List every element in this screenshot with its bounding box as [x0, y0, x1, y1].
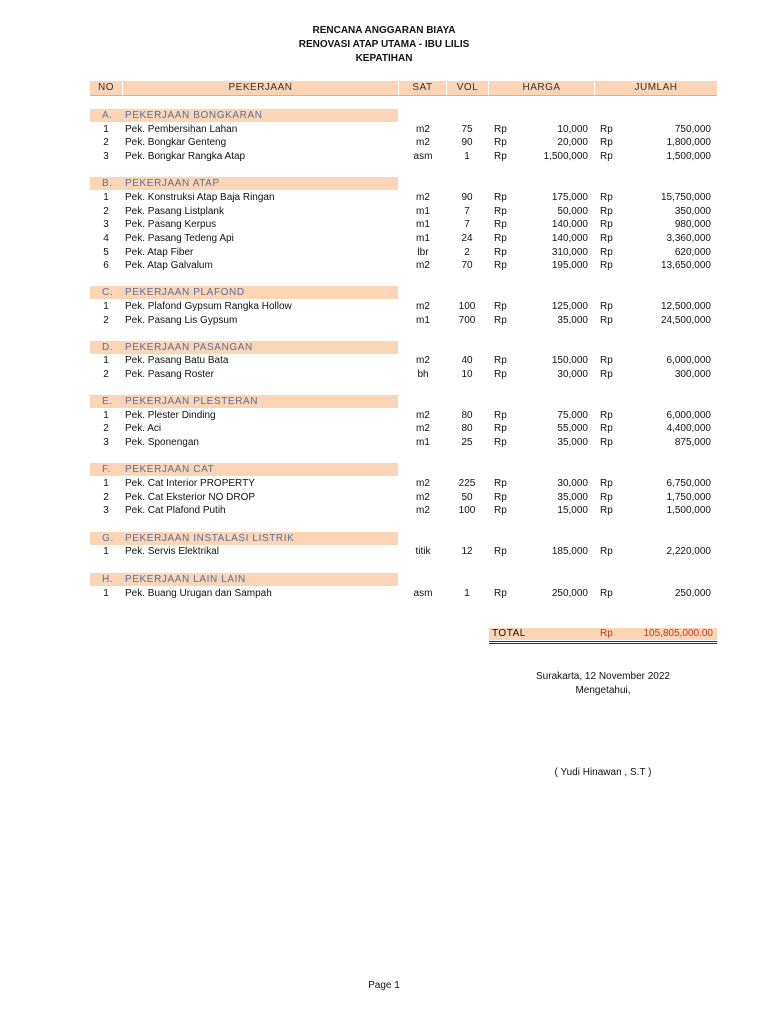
row-vol: 40 — [461, 355, 473, 366]
row-harga: 125,000 — [551, 301, 588, 312]
row-harga: 35,000 — [557, 437, 588, 448]
row-vol: 225 — [458, 478, 476, 489]
row-pekerjaan: Pek. Pasang Lis Gypsum — [125, 315, 238, 326]
row-pekerjaan: Pek. Cat Plafond Putih — [125, 505, 226, 516]
row-currency-harga: Rp — [494, 492, 507, 503]
row-sat: m2 — [416, 355, 430, 366]
row-no: 3 — [103, 505, 109, 516]
row-sat: m2 — [416, 423, 430, 434]
row-no: 1 — [103, 301, 109, 312]
row-currency-jumlah: Rp — [600, 546, 613, 557]
row-vol: 1 — [464, 151, 470, 162]
row-no: 2 — [103, 206, 109, 217]
section-name: PEKERJAAN INSTALASI LISTRIK — [125, 533, 295, 544]
section-letter: E. — [102, 396, 113, 407]
row-harga: 150,000 — [551, 355, 588, 366]
row-vol: 90 — [461, 192, 473, 203]
row-sat: m1 — [416, 206, 430, 217]
row-pekerjaan: Pek. Sponengan — [125, 437, 199, 448]
row-currency-harga: Rp — [494, 410, 507, 421]
row-sat: m1 — [416, 219, 430, 230]
doc-title-line1: RENCANA ANGGARAN BIAYA — [312, 25, 456, 36]
row-currency-harga: Rp — [494, 478, 507, 489]
row-no: 3 — [103, 437, 109, 448]
table-row — [0, 314, 768, 327]
row-harga: 75,000 — [557, 410, 588, 421]
table-row — [0, 504, 768, 517]
row-currency-harga: Rp — [494, 124, 507, 135]
section-name: PEKERJAAN PASANGAN — [125, 342, 253, 353]
row-no: 1 — [103, 124, 109, 135]
row-harga: 30,000 — [557, 369, 588, 380]
row-pekerjaan: Pek. Konstruksi Atap Baja Ringan — [125, 192, 275, 203]
row-jumlah: 875,000 — [674, 437, 711, 448]
row-pekerjaan: Pek. Cat Eksterior NO DROP — [125, 492, 256, 503]
row-currency-jumlah: Rp — [600, 423, 613, 434]
row-harga: 195,000 — [551, 260, 588, 271]
table-row — [0, 587, 768, 600]
section-header — [90, 109, 398, 122]
row-pekerjaan: Pek. Bongkar Genteng — [125, 137, 227, 148]
total-value: 105,805,000.00 — [643, 628, 713, 639]
row-currency-jumlah: Rp — [600, 247, 613, 258]
row-no: 1 — [103, 546, 109, 557]
row-currency-harga: Rp — [494, 369, 507, 380]
doc-title-line2: RENOVASI ATAP UTAMA - IBU LILIS — [298, 39, 470, 50]
row-sat: m2 — [416, 505, 430, 516]
row-harga: 175,000 — [551, 192, 588, 203]
header-pekerjaan: PEKERJAAN — [123, 81, 399, 96]
row-jumlah: 6,750,000 — [666, 478, 711, 489]
row-vol: 80 — [461, 423, 473, 434]
row-harga: 55,000 — [557, 423, 588, 434]
table-row — [0, 409, 768, 422]
row-no: 5 — [103, 247, 109, 258]
row-no: 1 — [103, 588, 109, 599]
row-currency-jumlah: Rp — [600, 355, 613, 366]
row-pekerjaan: Pek. Aci — [125, 423, 162, 434]
row-pekerjaan: Pek. Cat Interior PROPERTY — [125, 478, 255, 489]
row-no: 3 — [103, 151, 109, 162]
row-pekerjaan: Pek. Pembersihan Lahan — [125, 124, 238, 135]
row-currency-harga: Rp — [494, 315, 507, 326]
row-pekerjaan: Pek. Plester Dinding — [125, 410, 216, 421]
row-currency-harga: Rp — [494, 437, 507, 448]
row-jumlah: 1,750,000 — [666, 492, 711, 503]
signer-name: ( Yudi Hinawan , S.T ) — [554, 767, 652, 778]
section-letter: B. — [102, 178, 113, 189]
section-header — [90, 395, 398, 408]
table-row — [0, 218, 768, 231]
row-sat: m1 — [416, 315, 430, 326]
row-currency-harga: Rp — [494, 301, 507, 312]
row-harga: 35,000 — [557, 315, 588, 326]
row-no: 2 — [103, 315, 109, 326]
row-currency-jumlah: Rp — [600, 192, 613, 203]
row-sat: m1 — [416, 233, 430, 244]
row-sat: m2 — [416, 410, 430, 421]
section-header — [90, 286, 398, 299]
row-pekerjaan: Pek. Atap Galvalum — [125, 260, 213, 271]
row-harga: 10,000 — [557, 124, 588, 135]
table-row — [0, 422, 768, 435]
section-name: PEKERJAAN PLAFOND — [125, 287, 245, 298]
table-row — [0, 232, 768, 245]
row-no: 1 — [103, 410, 109, 421]
row-jumlah: 2,220,000 — [666, 546, 711, 557]
row-vol: 1 — [464, 588, 470, 599]
row-harga: 35,000 — [557, 492, 588, 503]
row-jumlah: 620,000 — [674, 247, 711, 258]
row-pekerjaan: Pek. Pasang Tedeng Api — [125, 233, 234, 244]
row-jumlah: 250,000 — [674, 588, 711, 599]
row-pekerjaan: Pek. Pasang Batu Bata — [125, 355, 229, 366]
row-sat: m2 — [416, 192, 430, 203]
row-no: 2 — [103, 369, 109, 380]
row-pekerjaan: Pek. Atap Fiber — [125, 247, 194, 258]
section-letter: G. — [102, 533, 114, 544]
row-jumlah: 1,500,000 — [666, 505, 711, 516]
section-letter: D. — [102, 342, 114, 353]
row-pekerjaan: Pek. Servis Elektrikal — [125, 546, 219, 557]
section-header — [90, 532, 398, 545]
row-sat: m2 — [416, 260, 430, 271]
row-jumlah: 13,650,000 — [660, 260, 711, 271]
row-no: 3 — [103, 219, 109, 230]
row-vol: 2 — [464, 247, 470, 258]
row-sat: bh — [417, 369, 429, 380]
header-vol: VOL — [447, 81, 489, 96]
row-currency-jumlah: Rp — [600, 369, 613, 380]
row-no: 1 — [103, 355, 109, 366]
row-vol: 90 — [461, 137, 473, 148]
row-currency-jumlah: Rp — [600, 410, 613, 421]
row-jumlah: 300,000 — [674, 369, 711, 380]
row-currency-harga: Rp — [494, 247, 507, 258]
row-harga: 140,000 — [551, 233, 588, 244]
row-vol: 10 — [461, 369, 473, 380]
total-row — [489, 628, 717, 640]
row-pekerjaan: Pek. Pasang Listplank — [125, 206, 224, 217]
section-header — [90, 573, 398, 586]
table-row — [0, 136, 768, 149]
row-vol: 700 — [458, 315, 476, 326]
row-currency-harga: Rp — [494, 206, 507, 217]
row-sat: lbr — [417, 247, 429, 258]
row-sat: m2 — [416, 124, 430, 135]
total-double-underline — [489, 643, 717, 644]
row-sat: m1 — [416, 437, 430, 448]
row-currency-jumlah: Rp — [600, 124, 613, 135]
row-vol: 70 — [461, 260, 473, 271]
table-row — [0, 300, 768, 313]
row-sat: asm — [413, 588, 433, 599]
total-underline — [489, 641, 717, 642]
row-jumlah: 12,500,000 — [660, 301, 711, 312]
row-vol: 100 — [458, 505, 476, 516]
section-name: PEKERJAAN PLESTERAN — [125, 396, 259, 407]
row-currency-harga: Rp — [494, 260, 507, 271]
table-row — [0, 436, 768, 449]
row-vol: 25 — [461, 437, 473, 448]
doc-title-line3: KEPATIHAN — [355, 53, 413, 64]
total-label: TOTAL — [492, 628, 526, 639]
row-jumlah: 350,000 — [674, 206, 711, 217]
row-currency-harga: Rp — [494, 151, 507, 162]
row-harga: 140,000 — [551, 219, 588, 230]
row-harga: 15,000 — [557, 505, 588, 516]
table-row — [0, 354, 768, 367]
row-vol: 12 — [461, 546, 473, 557]
place-date: Surakarta, 12 November 2022 — [536, 671, 670, 682]
row-currency-harga: Rp — [494, 192, 507, 203]
row-currency-jumlah: Rp — [600, 588, 613, 599]
row-jumlah: 6,000,000 — [666, 355, 711, 366]
page-number: Page 1 — [368, 980, 400, 991]
row-currency-harga: Rp — [494, 233, 507, 244]
section-name: PEKERJAAN BONGKARAN — [125, 110, 263, 121]
row-currency-harga: Rp — [494, 505, 507, 516]
row-currency-jumlah: Rp — [600, 137, 613, 148]
section-letter: C. — [102, 287, 114, 298]
section-name: PEKERJAAN LAIN LAIN — [125, 574, 246, 585]
row-currency-jumlah: Rp — [600, 206, 613, 217]
row-vol: 80 — [461, 410, 473, 421]
row-currency-jumlah: Rp — [600, 492, 613, 503]
row-currency-harga: Rp — [494, 423, 507, 434]
table-row — [0, 123, 768, 136]
row-currency-harga: Rp — [494, 219, 507, 230]
row-jumlah: 4,400,000 — [666, 423, 711, 434]
row-jumlah: 3,360,000 — [666, 233, 711, 244]
row-harga: 50,000 — [557, 206, 588, 217]
row-pekerjaan: Pek. Bongkar Rangka Atap — [125, 151, 246, 162]
row-no: 2 — [103, 423, 109, 434]
row-vol: 100 — [458, 301, 476, 312]
row-currency-harga: Rp — [494, 546, 507, 557]
mengetahui-label: Mengetahui, — [575, 685, 631, 696]
row-currency-jumlah: Rp — [600, 437, 613, 448]
section-header — [90, 177, 398, 190]
row-jumlah: 15,750,000 — [660, 192, 711, 203]
row-no: 2 — [103, 492, 109, 503]
section-letter: A. — [102, 110, 113, 121]
row-vol: 24 — [461, 233, 473, 244]
row-no: 1 — [103, 192, 109, 203]
row-sat: m2 — [416, 137, 430, 148]
row-sat: m2 — [416, 301, 430, 312]
row-jumlah: 24,500,000 — [660, 315, 711, 326]
row-jumlah: 750,000 — [674, 124, 711, 135]
header-no: NO — [90, 81, 123, 96]
header-jumlah: JUMLAH — [595, 81, 717, 96]
table-row — [0, 191, 768, 204]
row-vol: 7 — [464, 219, 470, 230]
row-harga: 310,000 — [551, 247, 588, 258]
row-currency-jumlah: Rp — [600, 260, 613, 271]
row-currency-jumlah: Rp — [600, 315, 613, 326]
row-currency-harga: Rp — [494, 588, 507, 599]
table-row — [0, 246, 768, 259]
row-currency-jumlah: Rp — [600, 219, 613, 230]
row-sat: m2 — [416, 478, 430, 489]
row-no: 4 — [103, 233, 109, 244]
table-row — [0, 477, 768, 490]
row-jumlah: 1,500,000 — [666, 151, 711, 162]
section-name: PEKERJAAN CAT — [125, 464, 215, 475]
header-harga: HARGA — [489, 81, 595, 96]
row-currency-jumlah: Rp — [600, 151, 613, 162]
row-currency-jumlah: Rp — [600, 478, 613, 489]
row-sat: titik — [415, 546, 431, 557]
total-currency: Rp — [600, 628, 613, 639]
table-row — [0, 545, 768, 558]
section-letter: F. — [102, 464, 111, 475]
section-letter: H. — [102, 574, 114, 585]
table-row — [0, 368, 768, 381]
row-jumlah: 1,800,000 — [666, 137, 711, 148]
row-currency-jumlah: Rp — [600, 233, 613, 244]
row-pekerjaan: Pek. Pasang Kerpus — [125, 219, 217, 230]
table-row — [0, 205, 768, 218]
section-header — [90, 341, 398, 354]
row-currency-harga: Rp — [494, 355, 507, 366]
header-sat: SAT — [399, 81, 447, 96]
row-jumlah: 980,000 — [674, 219, 711, 230]
section-name: PEKERJAAN ATAP — [125, 178, 220, 189]
row-sat: asm — [413, 151, 433, 162]
row-currency-harga: Rp — [494, 137, 507, 148]
row-pekerjaan: Pek. Buang Urugan dan Sampah — [125, 588, 272, 599]
row-harga: 250,000 — [551, 588, 588, 599]
row-vol: 75 — [461, 124, 473, 135]
row-vol: 7 — [464, 206, 470, 217]
row-pekerjaan: Pek. Pasang Roster — [125, 369, 214, 380]
row-sat: m2 — [416, 492, 430, 503]
row-no: 1 — [103, 478, 109, 489]
table-row — [0, 491, 768, 504]
row-no: 2 — [103, 137, 109, 148]
table-row — [0, 150, 768, 163]
row-harga: 185,000 — [551, 546, 588, 557]
section-header — [90, 463, 398, 476]
table-row — [0, 259, 768, 272]
row-jumlah: 6,000,000 — [666, 410, 711, 421]
row-currency-jumlah: Rp — [600, 301, 613, 312]
row-pekerjaan: Pek. Plafond Gypsum Rangka Hollow — [125, 301, 292, 312]
row-harga: 20,000 — [557, 137, 588, 148]
row-currency-jumlah: Rp — [600, 505, 613, 516]
row-no: 6 — [103, 260, 109, 271]
row-harga: 30,000 — [557, 478, 588, 489]
row-vol: 50 — [461, 492, 473, 503]
row-harga: 1,500,000 — [543, 151, 588, 162]
